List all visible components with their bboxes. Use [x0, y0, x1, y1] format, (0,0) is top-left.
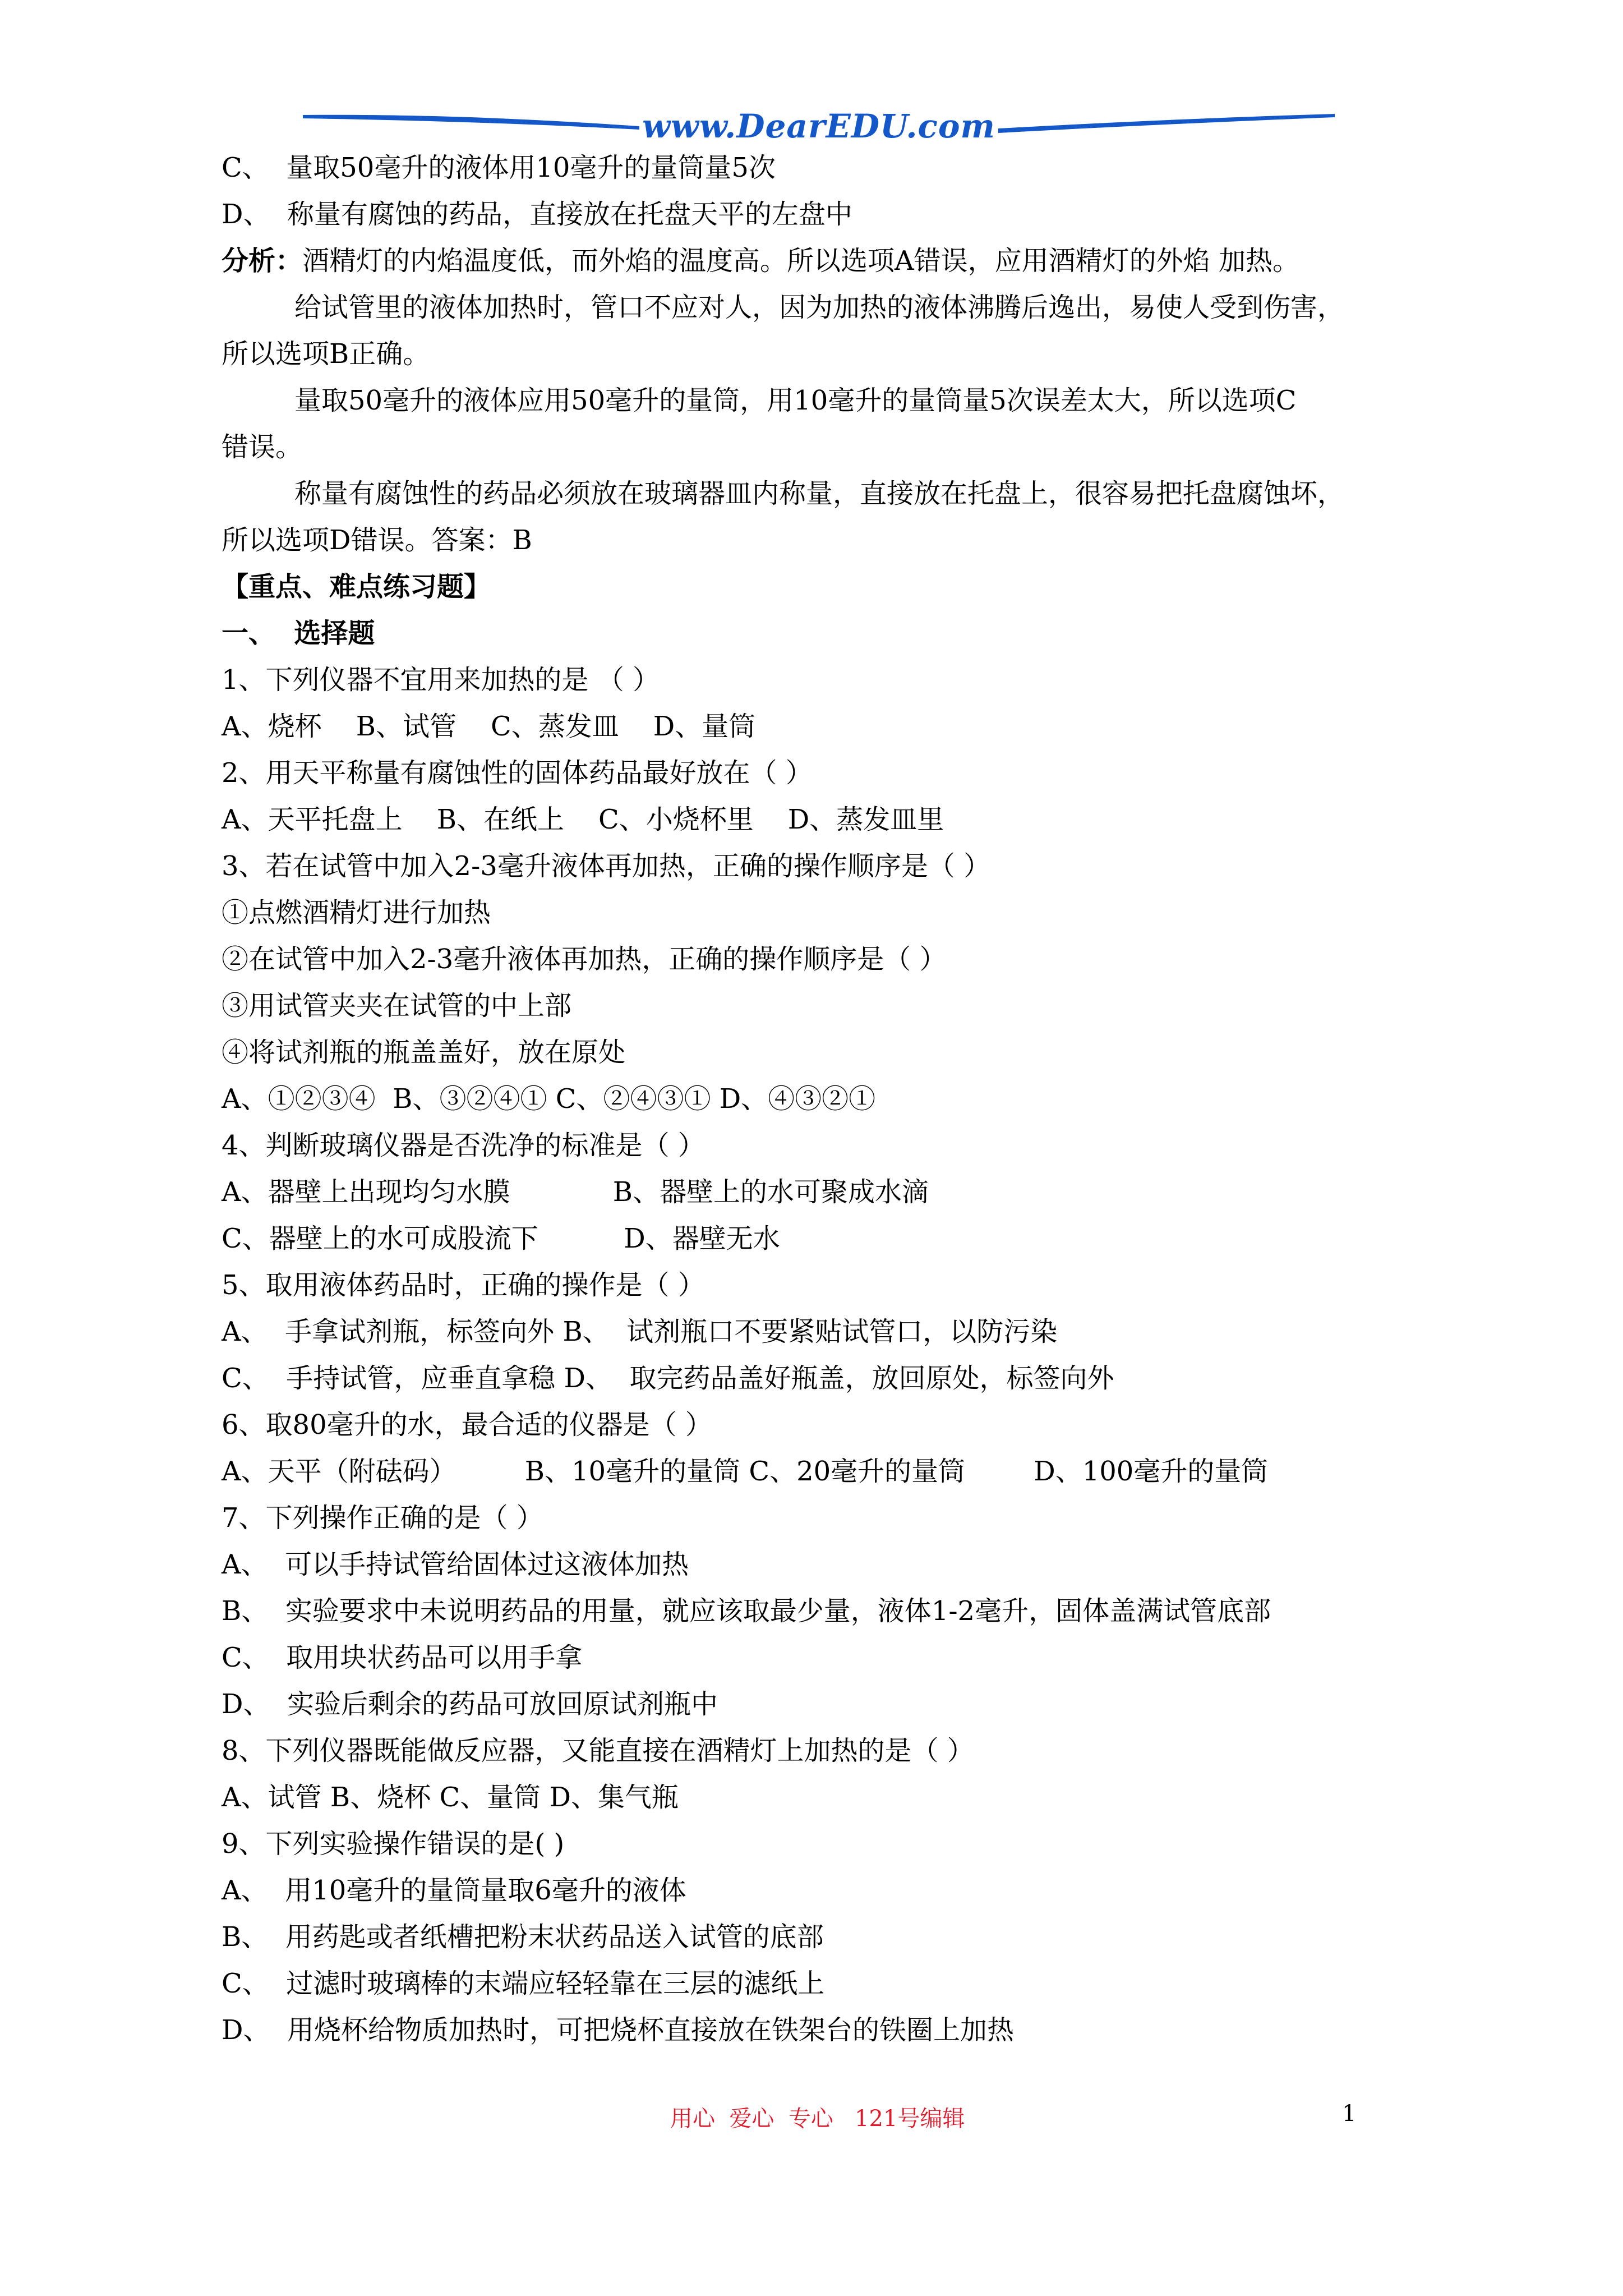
- line-text: ③用试管夹夹在试管的中上部: [222, 990, 572, 1022]
- line-text: 称量有腐蚀性的药品必须放在玻璃器皿内称量，直接放在托盘上，很容易把托盘腐蚀坏，: [294, 478, 1345, 509]
- text-line: [222, 1262, 1405, 1309]
- page-footer: [0, 2101, 1623, 2140]
- text-line: [222, 1076, 1405, 1122]
- site-logo: www.DearEDU.com: [642, 107, 995, 145]
- text-line: [222, 331, 1405, 378]
- line-text: 【重点、难点练习题】: [222, 571, 491, 602]
- analysis-label: 分析：: [222, 245, 303, 277]
- line-text: ④将试剂瓶的瓶盖盖好，放在原处: [222, 1037, 626, 1068]
- text-line: [222, 1961, 1405, 2007]
- line-text: A、试管 B、烧杯 C、量筒 D、集气瓶: [222, 1782, 679, 1813]
- text-line: [222, 983, 1405, 1029]
- text-line: [222, 936, 1405, 983]
- text-line: [222, 750, 1405, 797]
- text-line: [222, 517, 1405, 564]
- line-text: 9、下列实验操作错误的是( ): [222, 1828, 565, 1860]
- text-line: [222, 424, 1405, 471]
- text-line: [222, 890, 1405, 936]
- line-text: 3、若在试管中加入2-3毫升液体再加热，正确的操作顺序是（ ）: [222, 850, 991, 882]
- text-line: [222, 1867, 1405, 1914]
- text-line: [222, 703, 1405, 750]
- line-text: ②在试管中加入2-3毫升液体再加热，正确的操作顺序是（ ）: [222, 944, 947, 975]
- line-text: B、 实验要求中未说明药品的用量，就应该取最少量，液体1-2毫升，固体盖满试管底部: [222, 1595, 1271, 1627]
- text-line: [222, 1169, 1405, 1216]
- text-line: [222, 1681, 1405, 1728]
- line-text: 5、取用液体药品时，正确的操作是（ ）: [222, 1269, 705, 1301]
- text-line: [222, 284, 1405, 331]
- text-line: [222, 797, 1405, 843]
- text-line: [222, 564, 1405, 610]
- line-text: A、天平（附砝码） B、10毫升的量筒 C、20毫升的量筒 D、100毫升的量筒: [222, 1456, 1269, 1487]
- line-text: 8、下列仪器既能做反应器，又能直接在酒精灯上加热的是（ ）: [222, 1735, 974, 1766]
- line-text: 量取50毫升的液体应用50毫升的量筒，用10毫升的量筒量5次误差太大，所以选项C: [294, 385, 1297, 416]
- page-header: [303, 104, 1335, 149]
- line-text: A、 用10毫升的量筒量取6毫升的液体: [222, 1875, 686, 1906]
- text-line: [222, 1821, 1405, 1867]
- text-line: [222, 657, 1405, 703]
- text-line: [222, 1448, 1405, 1495]
- line-text: A、天平托盘上 B、在纸上 C、小烧杯里 D、蒸发皿里: [222, 804, 944, 835]
- text-line: [222, 191, 1405, 238]
- line-text: D、 称量有腐蚀的药品，直接放在托盘天平的左盘中: [222, 199, 853, 230]
- line-text: 所以选项D错误。答案：B: [222, 524, 532, 556]
- text-line: [222, 1355, 1405, 1402]
- line-text: 酒精灯的内焰温度低，而外焰的温度高。所以选项A错误，应用酒精灯的外焰 加热。: [302, 245, 1299, 277]
- text-line: [222, 1029, 1405, 1076]
- text-line: [222, 610, 1405, 657]
- text-line: [222, 1914, 1405, 1961]
- text-line: [222, 378, 1405, 424]
- text-line: [222, 1402, 1405, 1448]
- text-line: [222, 145, 1405, 191]
- text-line: [222, 843, 1405, 890]
- line-text: D、 用烧杯给物质加热时，可把烧杯直接放在铁架台的铁圈上加热: [222, 2014, 1015, 2046]
- text-line: [222, 2007, 1405, 2054]
- line-text: A、①②③④ B、③②④① C、②④③① D、④③②①: [222, 1083, 876, 1115]
- text-line: [222, 1588, 1405, 1635]
- text-line: [222, 1122, 1405, 1169]
- text-line: [222, 1495, 1405, 1542]
- footer-note: 用心 爱心 专心 121号编辑: [670, 2106, 965, 2132]
- text-line: [222, 238, 1405, 284]
- line-text: 7、下列操作正确的是（ ）: [222, 1502, 543, 1534]
- text-line: [222, 1309, 1405, 1355]
- line-text: 所以选项B正确。: [222, 338, 430, 370]
- line-text: C、 手持试管，应垂直拿稳 D、 取完药品盖好瓶盖，放回原处，标签向外: [222, 1363, 1114, 1394]
- line-text: 4、判断玻璃仪器是否洗净的标准是（ ）: [222, 1130, 705, 1161]
- text-line: [222, 1728, 1405, 1774]
- line-text: 一、 选择题: [222, 618, 375, 649]
- line-text: A、 可以手持试管给固体过这液体加热: [222, 1549, 689, 1580]
- text-line: [222, 1774, 1405, 1821]
- line-text: ①点燃酒精灯进行加热: [222, 897, 491, 928]
- line-text: 给试管里的液体加热时，管口不应对人，因为加热的液体沸腾后逸出，易使人受到伤害，: [294, 292, 1345, 323]
- line-text: C、 过滤时玻璃棒的末端应轻轻靠在三层的滤纸上: [222, 1968, 825, 1999]
- text-line: [222, 471, 1405, 517]
- text-line: [222, 1542, 1405, 1588]
- text-line: [222, 1216, 1405, 1262]
- line-text: C、器壁上的水可成股流下 D、器壁无水: [222, 1223, 780, 1254]
- line-text: 错误。: [222, 431, 303, 463]
- text-line: [222, 1635, 1405, 1681]
- line-text: 1、下列仪器不宜用来加热的是 （ ）: [222, 664, 660, 696]
- page-number: 1: [1342, 2101, 1357, 2127]
- line-text: B、 用药匙或者纸槽把粉末状药品送入试管的底部: [222, 1921, 824, 1953]
- line-text: C、 量取50毫升的液体用10毫升的量筒量5次: [222, 152, 776, 183]
- line-text: A、 手拿试剂瓶，标签向外 B、 试剂瓶口不要紧贴试管口，以防污染: [222, 1316, 1058, 1347]
- line-text: A、烧杯 B、试管 C、蒸发皿 D、量筒: [222, 711, 756, 742]
- line-text: C、 取用块状药品可以用手拿: [222, 1642, 583, 1673]
- line-text: 2、用天平称量有腐蚀性的固体药品最好放在（ ）: [222, 757, 813, 789]
- document-body: [222, 145, 1405, 2054]
- line-text: 6、取80毫升的水，最合适的仪器是（ ）: [222, 1409, 712, 1441]
- line-text: D、 实验后剩余的药品可放回原试剂瓶中: [222, 1688, 718, 1720]
- line-text: A、器壁上出现均匀水膜 B、器壁上的水可聚成水滴: [222, 1176, 929, 1208]
